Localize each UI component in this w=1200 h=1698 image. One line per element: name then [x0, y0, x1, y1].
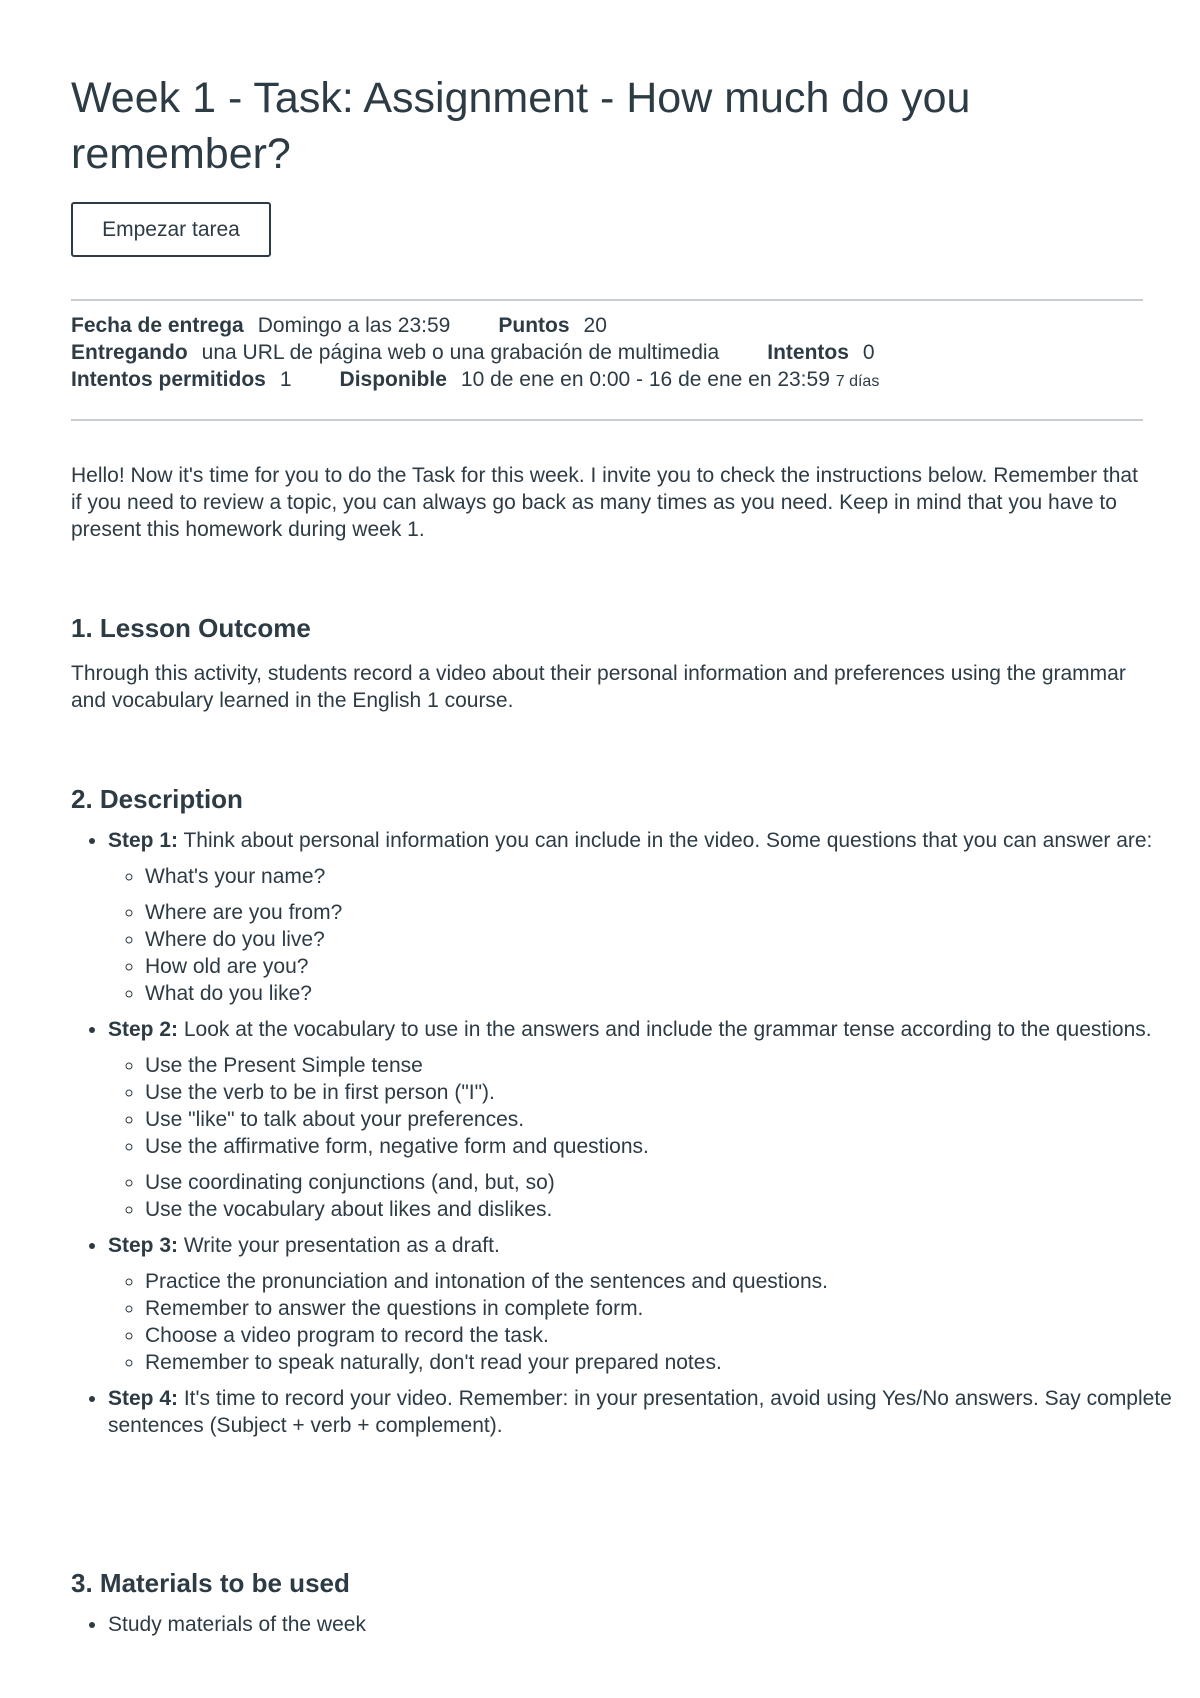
step-item — [108, 1232, 1180, 1376]
page-title: Week 1 - Task: Assignment - How much do you remember? — [71, 74, 971, 178]
start-assignment-button[interactable]: Empezar tarea — [71, 202, 271, 257]
list-item: ◦ Where do you live? — [145, 926, 1180, 953]
attempts-label: Intentos — [767, 341, 849, 364]
divider — [71, 299, 1143, 301]
list-item: ◦ Remember to answer the questions in complete form. — [145, 1295, 1180, 1322]
step-sublist — [108, 863, 1180, 1007]
step-text: Write your presentation as a draft. — [178, 1234, 500, 1257]
available-value: 10 de ene en 0:00 - 16 de ene en 23:59 — [460, 368, 830, 391]
intro-text: Hello! Now it's time for you to do the Task for this week. I invite you to check the instructions below. Remember that if you need to review a topic, you can always go back as many times as you need. Keep in mind that you have to present this homework during week 1. — [71, 464, 1138, 541]
allowed-attempts-label: Intentos permitidos — [71, 368, 266, 391]
list-item: ◦ Use the Present Simple tense — [145, 1052, 1180, 1079]
list-item: ◦ What do you like? — [145, 980, 1180, 1007]
step-text: It's time to record your video. Remember: in your presentation, avoid using Yes/No answers. Say complete sentences (Subject + verb + complement). — [108, 1387, 1172, 1437]
available-label: Disponible — [339, 368, 447, 391]
submitting-value: una URL de página web o una grabación de multimedia — [201, 341, 720, 364]
attempts-value: 0 — [862, 341, 875, 364]
list-item: ◦ Use the vocabulary about likes and dislikes. — [145, 1196, 1180, 1223]
list-item: ◦ How old are you? — [145, 953, 1180, 980]
list-item: ◦ Practice the pronunciation and intonation of the sentences and questions. — [145, 1268, 1180, 1295]
step-text: Look at the vocabulary to use in the answers and include the grammar tense according to the questions. — [178, 1018, 1152, 1041]
description-steps — [71, 827, 1180, 1448]
step-item — [108, 1016, 1180, 1223]
step-label: Step 1: — [108, 829, 179, 852]
submitting-label: Entregando — [71, 341, 188, 364]
list-item: ◦ Use coordinating conjunctions (and, but, so) — [145, 1169, 1180, 1196]
section-heading-lesson-outcome: 1. Lesson Outcome — [71, 613, 311, 643]
step-text: Think about personal information you can include in the video. Some questions that you can answer are: — [178, 829, 1153, 852]
list-item: • Study materials of the week — [108, 1611, 1180, 1638]
step-label: Step 4: — [108, 1387, 179, 1410]
assignment-details — [71, 312, 1143, 393]
points-label: Puntos — [498, 314, 570, 337]
section-heading-materials: 3. Materials to be used — [71, 1568, 350, 1598]
due-value: Domingo a las 23:59 — [257, 314, 451, 337]
details-row — [71, 339, 1143, 366]
list-item: ◦ Choose a video program to record the task. — [145, 1322, 1180, 1349]
details-row — [71, 312, 1143, 339]
list-item: ◦ Remember to speak naturally, don't read your prepared notes. — [145, 1349, 1180, 1376]
list-item: ◦ Use the verb to be in first person ("I"). — [145, 1079, 1180, 1106]
available-days: 7 días — [835, 373, 880, 390]
due-label: Fecha de entrega — [71, 314, 244, 337]
step-sublist — [108, 1052, 1180, 1223]
list-item: ◦ Use "like" to talk about your preferences. — [145, 1106, 1180, 1133]
points-value: 20 — [583, 314, 607, 337]
step-sublist — [108, 1268, 1180, 1376]
list-item: ◦ Where are you from? — [145, 899, 1180, 926]
materials-list — [71, 1611, 1180, 1638]
step-label: Step 2: — [108, 1018, 179, 1041]
step-item — [108, 1385, 1180, 1439]
section-heading-description: 2. Description — [71, 784, 243, 814]
details-row — [71, 366, 1143, 393]
divider — [71, 419, 1143, 421]
step-item — [108, 827, 1180, 1007]
step-label: Step 3: — [108, 1234, 179, 1257]
list-item: ◦ What's your name? — [145, 863, 1180, 890]
allowed-attempts-value: 1 — [279, 368, 292, 391]
lesson-outcome-text: Through this activity, students record a video about their personal information and preferences using the grammar and vocabulary learned in the English 1 course. — [71, 662, 1126, 712]
list-item: ◦ Use the affirmative form, negative form and questions. — [145, 1133, 1180, 1160]
